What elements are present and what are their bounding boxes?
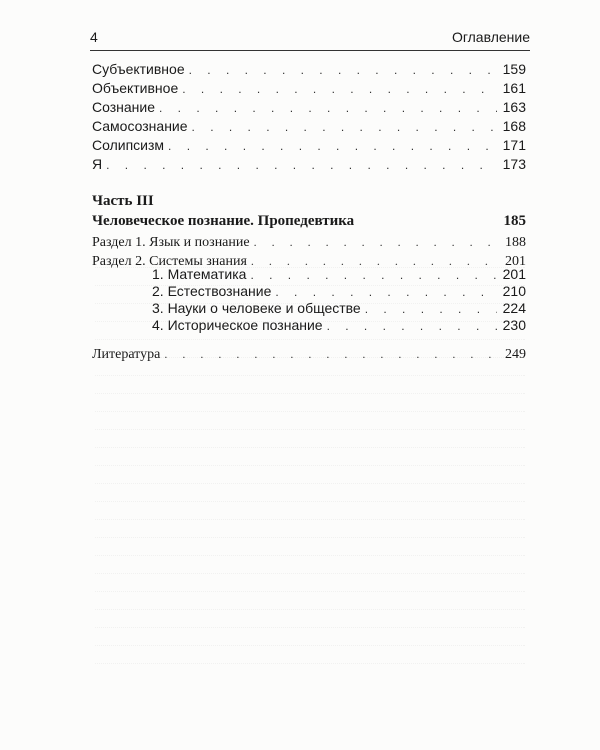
toc-entry-page: 173 <box>502 156 526 172</box>
toc-entry[interactable] <box>92 155 526 174</box>
toc-entry-label: Я <box>92 156 103 172</box>
toc-section[interactable] <box>92 233 526 252</box>
toc-section-label: Раздел 1. Язык и познание <box>92 235 250 250</box>
toc-entry-page: 159 <box>502 61 526 77</box>
toc-entry-label: Самосознание <box>92 118 188 134</box>
toc-entry[interactable] <box>92 136 526 155</box>
toc-section-page: 188 <box>505 235 526 250</box>
leader-dots <box>192 118 497 136</box>
leader-dots <box>106 156 497 174</box>
toc-section-label: Раздел 2. Системы знания <box>92 254 247 269</box>
leader-dots <box>159 99 497 117</box>
toc-literature-page: 249 <box>505 347 526 362</box>
page-number: 4 <box>90 29 98 45</box>
toc-entry-label: Сознание <box>92 99 156 115</box>
toc-literature-label: Литература <box>92 347 161 362</box>
part-title: Человеческое познание. Пропедевтика <box>92 213 355 229</box>
toc-entry[interactable] <box>92 117 526 136</box>
part-title-entry[interactable] <box>92 212 526 230</box>
toc-subsection-page: 210 <box>502 283 526 299</box>
toc-entry-label: Солипсизм <box>92 137 165 153</box>
toc-entry-page: 161 <box>502 80 526 96</box>
running-header <box>90 29 530 51</box>
toc-entry[interactable] <box>92 60 526 79</box>
toc-entry-page: 163 <box>502 99 526 115</box>
toc-subsection-page: 230 <box>502 317 526 333</box>
toc-entry-label: Объективное <box>92 80 179 96</box>
toc-subsection-label: 3. Науки о человеке и обществе <box>152 300 361 316</box>
toc-entry[interactable] <box>92 79 526 98</box>
leader-dots <box>168 137 497 155</box>
toc-subsection[interactable] <box>152 316 526 335</box>
leader-dots <box>327 317 497 335</box>
toc-entry-label: Субъективное <box>92 61 185 77</box>
leader-dots <box>189 61 497 79</box>
toc-section-page: 201 <box>505 254 526 269</box>
running-title: Оглавление <box>451 29 530 45</box>
toc-entry-page: 168 <box>502 118 526 134</box>
leader-dots <box>164 345 499 363</box>
header-rule <box>90 50 530 51</box>
leader-dots <box>254 233 499 251</box>
toc-subsection-label: 4. Историческое познание <box>152 317 323 333</box>
toc-literature[interactable] <box>92 345 526 364</box>
part-page: 185 <box>503 213 526 229</box>
toc-subsection-label: 1. Математика <box>152 266 247 282</box>
toc-entry-page: 171 <box>502 137 526 153</box>
toc-entry[interactable] <box>92 98 526 117</box>
toc-subsection-page: 201 <box>502 266 526 282</box>
leader-dots <box>182 80 496 98</box>
toc-subsection-page: 224 <box>502 300 526 316</box>
part-number: Часть III <box>92 193 154 209</box>
toc-subsection-label: 2. Естествознание <box>152 283 272 299</box>
